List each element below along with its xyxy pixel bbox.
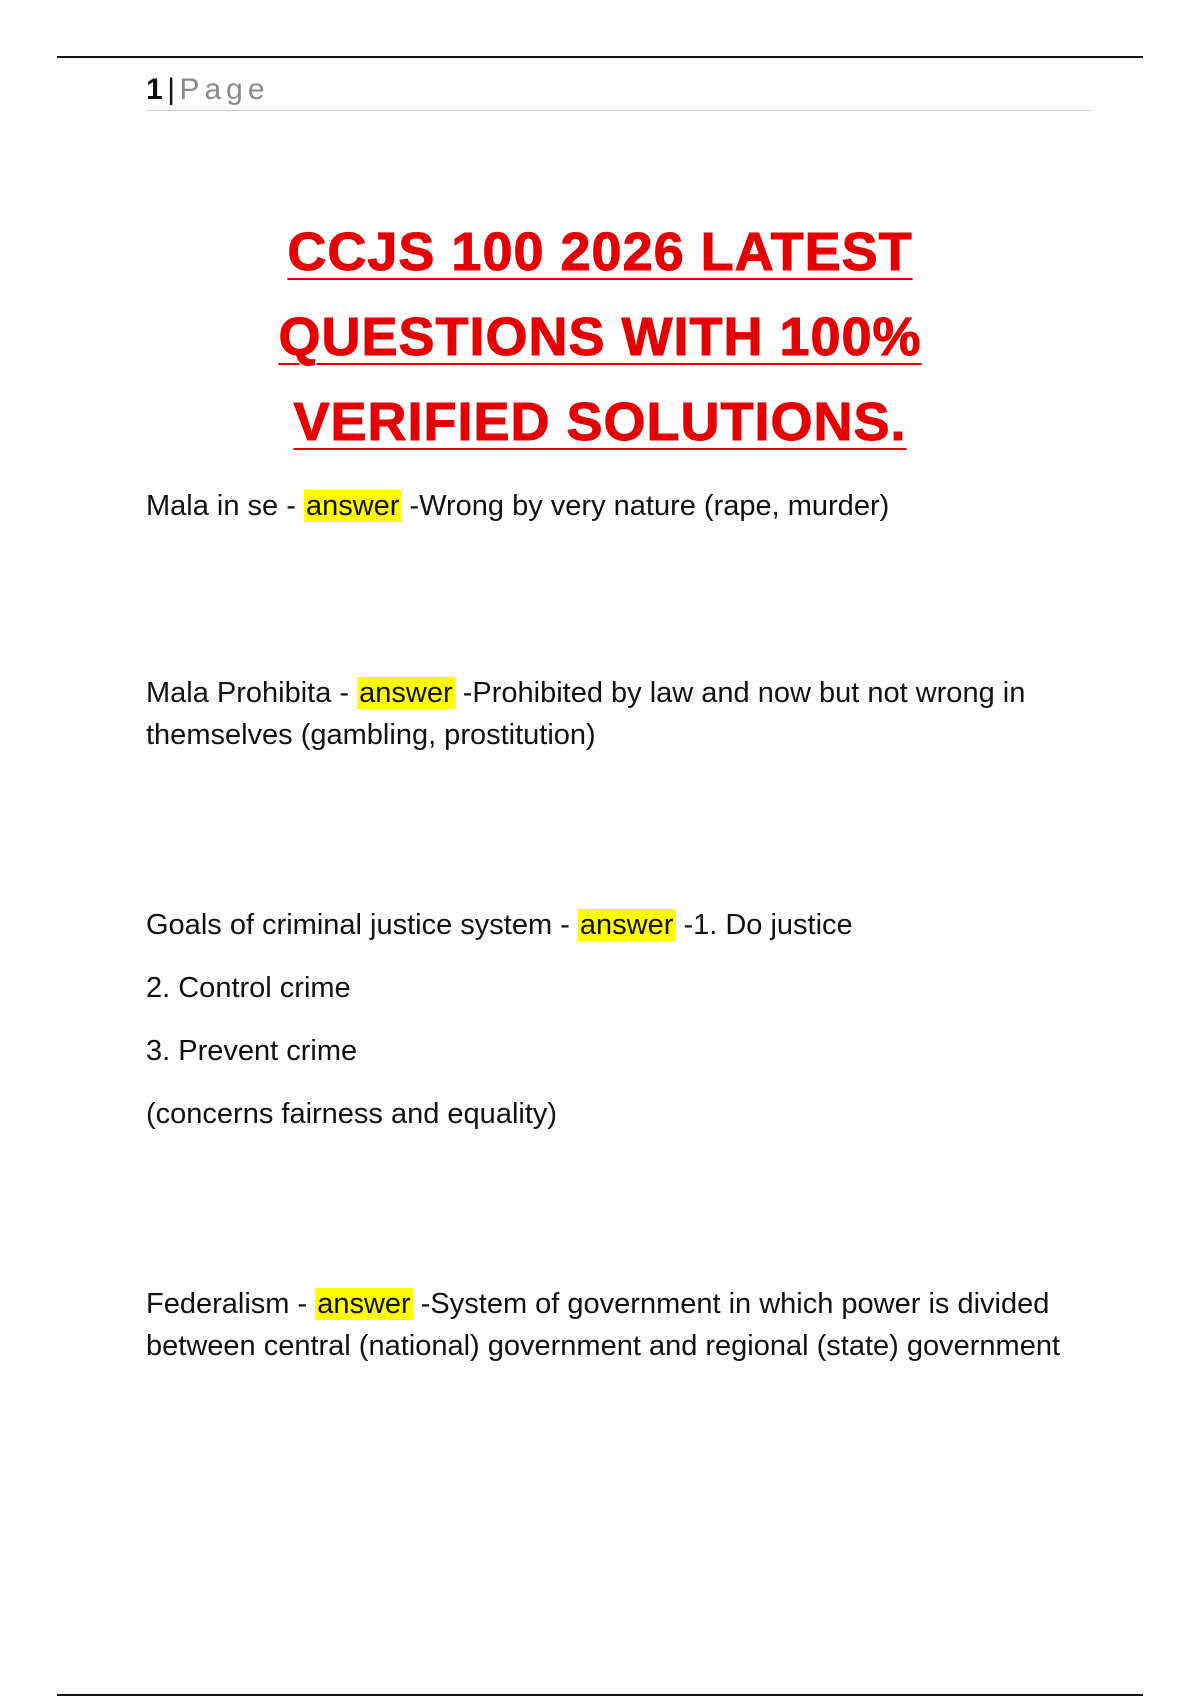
answer-highlight: answer (305, 490, 400, 522)
entry-note: (concerns fairness and equality) (146, 1098, 558, 1130)
entry-definition: -Wrong by very nature (rape, murder) (401, 490, 890, 522)
page-header (146, 70, 1092, 111)
entry-definition: -1. Do justice (675, 909, 853, 941)
entry-list-item: 3. Prevent crime (146, 1035, 358, 1067)
answer-highlight: answer (579, 909, 674, 941)
title-line-1: CCJS 100 2026 LATEST (287, 222, 913, 282)
title-line-3: VERIFIED SOLUTIONS. (293, 392, 907, 452)
answer-highlight: answer (317, 1288, 411, 1320)
title-line-2: QUESTIONS WITH 100% (278, 307, 922, 367)
entry-term: Goals of criminal justice system - (146, 909, 578, 941)
answer-highlight: answer (359, 677, 453, 709)
entry-definition: -System of government in which power is divided between central (national) government and regional (state) government (146, 1288, 1061, 1362)
entry-term: Mala Prohibita - (146, 677, 358, 709)
qa-entry-mala-prohibita (146, 672, 1086, 756)
page-separator: | (167, 73, 176, 106)
qa-entry-mala-in-se (146, 485, 1086, 527)
entry-term: Mala in se - (146, 490, 304, 522)
entry-list-item: 2. Control crime (146, 972, 351, 1004)
top-rule (57, 56, 1143, 58)
qa-entry-federalism (146, 1283, 1086, 1367)
document-title (0, 210, 1200, 465)
entry-definition: -Prohibited by law and now but not wrong in themselves (gambling, prostitution) (146, 677, 1026, 751)
qa-entry-goals (146, 894, 1086, 1146)
bottom-rule (57, 1694, 1143, 1696)
page-word: Page (179, 73, 270, 106)
entry-first-line (146, 894, 1086, 957)
page-number: 1 (146, 73, 164, 106)
entry-term: Federalism - (146, 1288, 316, 1320)
